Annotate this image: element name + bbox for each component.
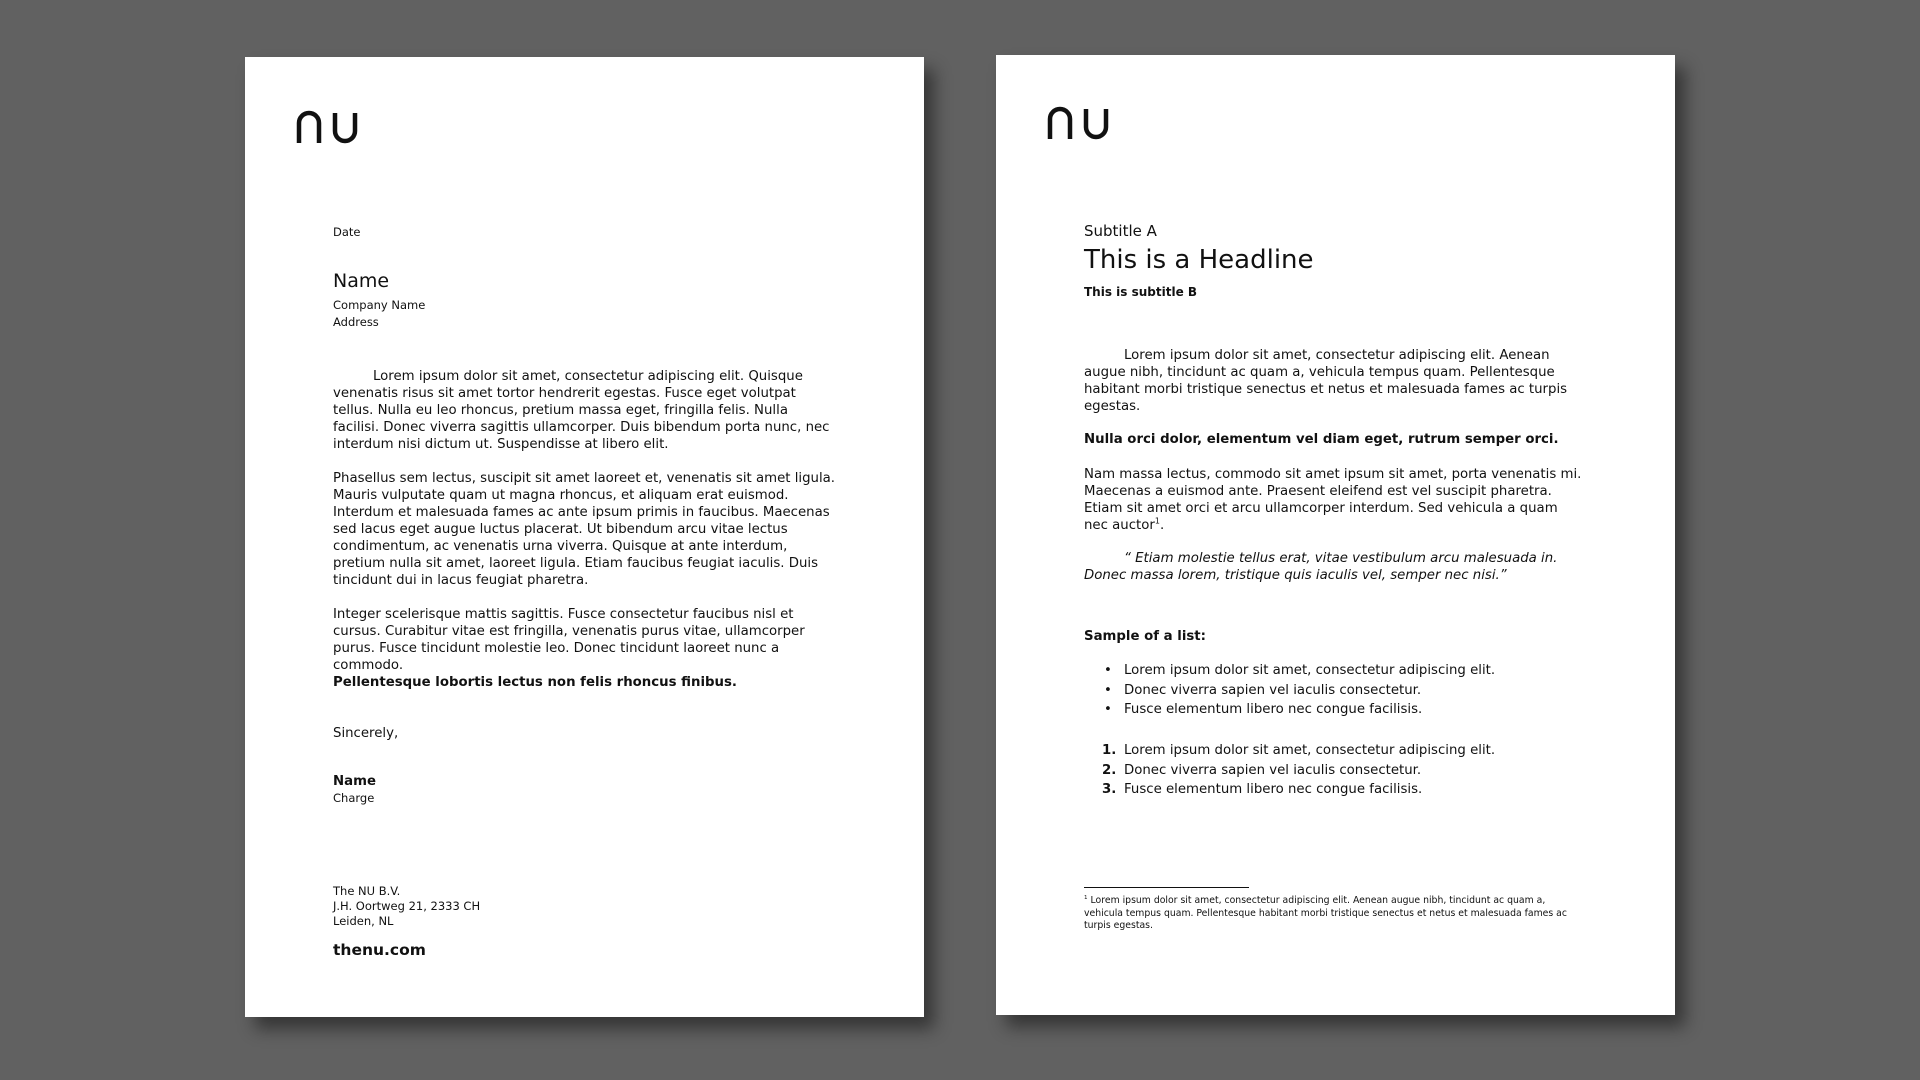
letter-paragraph: Lorem ipsum dolor sit amet, consectetur adipiscing elit. Quisque venenatis risus sit amet tortor hendrerit egestas. Fusce eget volutpat tellus. Nulla eu leo rhoncus, pretium massa eget, fringilla felis. Nulla facilisi. Donec viverra sagittis ullamcorper. Duis bibendum porta nunc, nec interdum nisi dictum ut. Suspendisse at libero elit. (333, 369, 830, 452)
footer-website: thenu.com (333, 941, 426, 959)
list-item-text: Donec viverra sapien vel iaculis consectetur. (1124, 762, 1422, 778)
bullet-list-item: • Fusce elementum libero nec congue facilisis. (1124, 700, 1624, 720)
letter-paragraph: Integer scelerisque mattis sagittis. Fusce consectetur faucibus nisl et cursus. Curabitur vitae est fringilla, venenatis purus vitae, ullamcorper purus. Fusce tincidunt molestie leo. Donec tincidunt laoreet nunc a commodo. (333, 607, 805, 673)
footer-company: The NU B.V. (333, 884, 401, 898)
footnote (1084, 895, 1584, 933)
bullet-list-item: • Donec viverra sapien vel iaculis consectetur. (1124, 681, 1624, 701)
letter-paragraph: Phasellus sem lectus, suscipit sit amet laoreet et, venenatis sit amet ligula. Mauris vulputate quam ut magna rhoncus, et aliquam erat euismod. Interdum et malesuada fames ac ante ipsum primis in faucibus. Maecenas sed lacus eget augue luctus placerat. Ut bibendum arcu vitae lectus condimentum, ac venenatis urna viverra. Quisque at ante interdum, pretium nulla sit amet, laoreet ligula. Etiam faucibus feugiat iaculis. Duis tincidunt dui in lacus feugiat pharetra. (333, 471, 836, 588)
document-paragraph: Lorem ipsum dolor sit amet, consectetur adipiscing elit. Aenean augue nibh, tincidunt ac quam a, vehicula tempus quam. Pellentesque habitant morbi tristique senectus et netus et malesuada fames ac turpis egestas. (1084, 348, 1568, 414)
list-number: 2. (1102, 762, 1117, 778)
document-headline: This is a Headline (1084, 245, 1314, 275)
footnote-reference: 1 (1154, 516, 1160, 526)
letter-page (245, 57, 924, 1017)
period: . (1159, 518, 1165, 533)
letter-body (333, 368, 838, 691)
document-page (996, 55, 1675, 1015)
letter-closing-statement: Pellentesque lobortis lectus non felis rhoncus finibus. (333, 675, 737, 690)
subtitle-a: Subtitle A (1084, 222, 1157, 240)
numbered-list (1084, 741, 1624, 800)
signatory-name: Name (333, 774, 376, 789)
letter-footer-address (333, 884, 480, 929)
footer-street: J.H. Oortweg 21, 2333 CH (333, 899, 481, 913)
signatory-charge: Charge (333, 791, 375, 805)
list-number: 3. (1102, 782, 1117, 797)
list-number: 1. (1102, 743, 1117, 758)
subtitle-b: This is subtitle B (1084, 285, 1198, 299)
footnote-text: Lorem ipsum dolor sit amet, consectetur adipiscing elit. Aenean augue nibh, tincidunt ac quam a, vehicula tempus quam. Pellentesque habitant morbi tristique senectus et netus et malesuada fames ac turpis egestas. (1084, 895, 1567, 931)
recipient-name: Name (333, 270, 390, 292)
letter-salutation: Sincerely, (333, 726, 399, 741)
numbered-list-item (1102, 741, 1624, 761)
nu-logo (295, 109, 361, 145)
document-bold-line: Nulla orci dolor, elementum vel diam eget, rutrum semper orci. (1084, 432, 1559, 447)
recipient-company: Company Name (333, 298, 426, 312)
footnote-number: 1 (1084, 894, 1088, 901)
document-quote: “ Etiam molestie tellus erat, vitae vestibulum arcu malesuada in. Donec massa lorem, tristique quis iaculis vel, semper nec nisi.” (1084, 551, 1558, 583)
paragraph-text: Nam massa lectus, commodo sit amet ipsum sit amet, porta venenatis mi. Maecenas a euismod ante. Praesent eleifend est vel suscipit pharetra. Etiam sit amet orci et arcu ullamcorper interdum. Sed vehicula a quam nec auctor (1084, 467, 1582, 533)
numbered-list-item (1102, 780, 1624, 800)
document-paragraph (1084, 466, 1584, 534)
letter-date: Date (333, 225, 361, 239)
list-title: Sample of a list: (1084, 629, 1206, 644)
numbered-list-item (1102, 761, 1624, 781)
nu-logo (1046, 105, 1112, 141)
footer-city: Leiden, NL (333, 914, 394, 928)
footnote-divider (1084, 887, 1249, 888)
bullet-list-item: • Lorem ipsum dolor sit amet, consectetur adipiscing elit. (1124, 661, 1624, 681)
bullet-list (1084, 661, 1624, 720)
list-item-text: Fusce elementum libero nec congue facilisis. (1124, 782, 1423, 797)
list-item-text: Lorem ipsum dolor sit amet, consectetur adipiscing elit. (1124, 743, 1496, 758)
recipient-address: Address (333, 315, 379, 329)
